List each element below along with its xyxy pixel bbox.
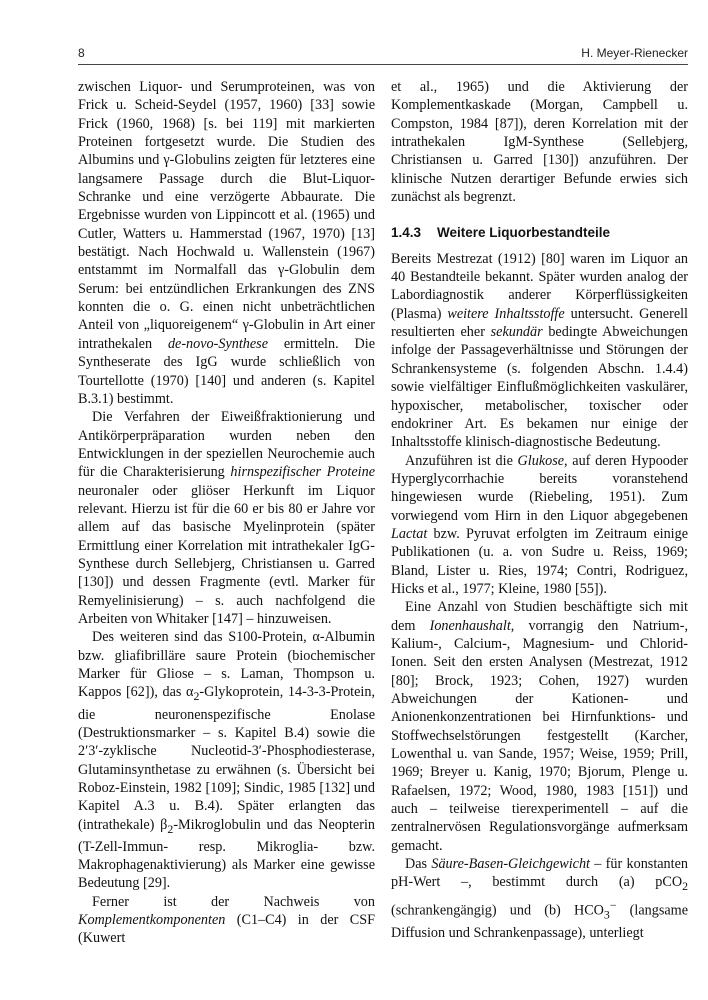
paragraph: zwischen Liquor- und Serumproteinen, was von Frick u. Scheid-Seydel (1957, 1960) [33] sowie Frick (1960, 1968) [s. bei 119] mit markierten Proteinen fortgesetzt wurde. Die Studien des Albumins und γ-Globulins zeigten für letzteres eine langsamere Passage durch die Blut-Liquor-Schranke und eine verzögerte Abbaurate. Die Ergebnisse wurden von Lippincott et al. (1965) und Cutler, Watters u. Hammerstad (1967, 1970) [13] bestätigt. Nach Hochwald u. Wallenstein (1967) entstammt im Normalfall das γ-Globulin dem Serum: bei entzündlichen Erkrankungen des ZNS konnten die o. G. einen nicht unbeträchtlichen Anteil von „liquoreigenem“ γ-Globulin in Art einer intrathekalen de-novo-Synthese ermitteln. Die Syntheserate des IgG wurde schließlich von Tourtellotte (1970) [140] und anderen (s. Kapitel B.3.1) bestimmt. — [78, 79, 375, 407]
section-number: 1.4.3 — [391, 225, 422, 241]
header-rule — [78, 64, 688, 65]
page-number: 8 — [78, 46, 85, 60]
paragraph: et al., 1965) und die Aktivierung der Komplementkaskade (Morgan, Campbell u. Compston, 1984 [87]), deren Korrelation mit der intrathekalen IgM-Synthese (Sellebjerg, Christiansen u. Garred [130]) anzuführen. Der klinische Nutzen derartiger Befunde erwies sich zunächst als begrenzt. — [391, 79, 688, 206]
page-header — [78, 46, 688, 62]
paragraph: Eine Anzahl von Studien beschäftigte sich mit dem Ionenhaushalt, vorrangig den Natrium-, Kalium-, Calcium-, Magnesium- und Chlorid-Ionen. Seit den ersten Analysen (Mestrezat, 1912 [80]; Brock, 1923; Cohen, 1927) wurden Abweichungen der Kationen- und Anionenkonzentrationen bei Hirnfunktions- und Stoffwechselstörungen festgestellt (Karcher, Lowenthal u. van Sande, 1957; Weise, 1959; Prill, 1969; Breyer u. Kanig, 1970; Bjorum, Plenge u. Rafaelsen, 1972; Wood, 1980, 1983 [151]) und auch – teilweise tierexperimentell – auf die zentralnervösen Regulationsvorgänge aufmerksam gemacht. — [391, 599, 688, 854]
right-column — [391, 78, 688, 942]
paragraph: Die Verfahren der Eiweißfraktionierung und Antikörperpräparation wurden neben den Entwicklungen in der speziellen Neurochemie auch für die Charakterisierung hirnspezifischer Proteine neuronaler oder gliöser Herkunft im Liquor relevant. Hierzu ist für die 60 er bis 80 er Jahre vor allem auf das basische Myelinprotein (später Ermittlung einer Korrelation mit intrathekaler IgG-Synthese durch Sellebjerg, Christiansen u. Garred [130]) und dessen Fragmente (evtl. Marker für Remyelinisierung) – s. auch nachfolgend die Arbeiten von Whitaker [147] – hinzuweisen. — [78, 409, 376, 627]
left-column — [78, 78, 375, 948]
right-column-intro — [391, 78, 688, 206]
right-column-body — [391, 250, 688, 942]
section-heading — [391, 224, 688, 242]
paragraph: Anzuführen ist die Glukose, auf deren Hypooder Hyperglycorrhachie bereits voranstehend hingewiesen wurde (Riebeling, 1951). Zum vorwiegend vom Hirn in den Liquor abgegebenen Lactat bzw. Pyruvat erfolgten im Zeitraum einige Publikationen (u. a. von Sudre u. Reiss, 1969; Bland, Lister u. Ries, 1974; Contri, Rodriguez, Hicks et al., 1977; Kleine, 1980 [55]). — [391, 452, 688, 597]
paragraph: Des weiteren sind das S100-Protein, α-Albumin bzw. gliafibrilläre saure Protein (biochemischer Marker für Gliose – s. Laman, Thompson u. Kappos [62]), das $\alpha_2$-Glykoprotein, 14-3-3-Protein, die neuronenspezifische Enolase (Destruktionsmarker – s. Kapitel B.4) sowie die 2′3′-zyklische Nucleotid-3′-Phosphodiesterase, Glutaminsynthetase zu erwähnen (s. Übersicht bei Roboz-Einstein, 1982 [109]; Sindic, 1985 [132] und Kapitel A.3 u. B.4). Später erlangten das (intrathekale) $\beta_2$-Mikroglobulin und das Neopterin (T-Zell-Immun- resp. Mikroglia- bzw. Makrophagenaktivierung) als Marker eine gewisse Bedeutung [29]. — [78, 629, 375, 892]
running-head-author: H. Meyer-Rienecker — [581, 46, 688, 60]
paragraph: Das Säure-Basen-Gleichgewicht – für konstanten pH-Wert –, bestimmt durch (a) pCO$_2$ (schrankengängig) und (b) $HCO_3^-$ (langsame Diffusion und Schrankenpassage), unterliegt — [391, 856, 688, 941]
paragraph: Bereits Mestrezat (1912) [80] waren im Liquor an 40 Bestandteile bekannt. Später wurden analog der Labordiagnostik anderer Körperflüssigkeiten (Plasma) weitere Inhaltsstoffe untersucht. Generell resultierten eher sekundär bedingte Abweichungen infolge der Passageverhältnisse und Störungen der Schrankensysteme (s. folgenden Abschn. 1.4.4) sowie vielfältiger Einflußmöglichkeiten vaskulärer, hypoxischer, metabolischer, toxischer oder endokriner Art. Es bekamen nur einige der Inhaltsstoffe klinisch-diagnostische Bedeutung. — [391, 250, 688, 451]
section-title: Weitere Liquorbestandteile — [437, 225, 611, 241]
paragraph: Ferner ist der Nachweis von Komplementkomponenten (C1–C4) in der CSF (Kuwert — [78, 893, 375, 947]
